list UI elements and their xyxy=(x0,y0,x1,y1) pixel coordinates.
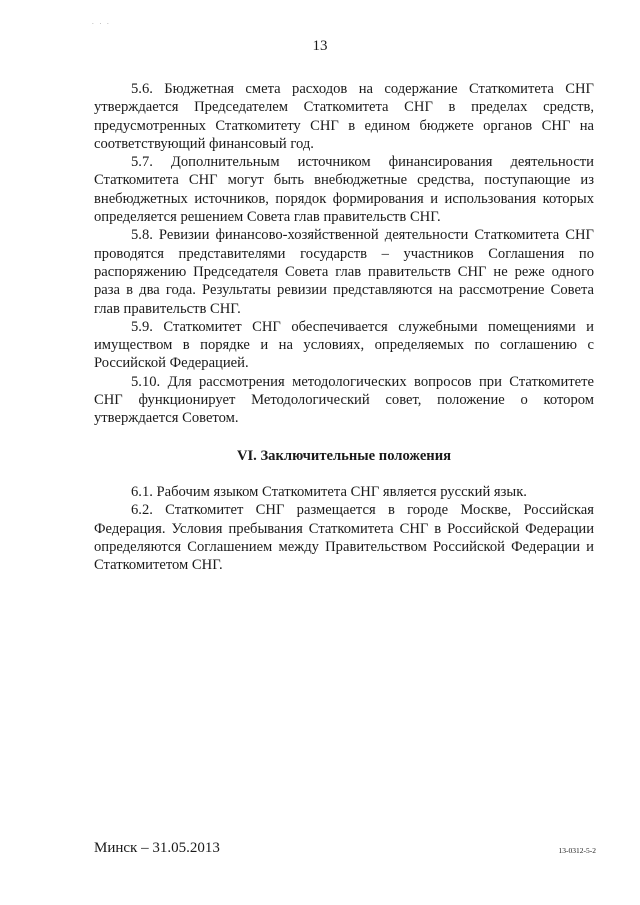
page-number: 13 xyxy=(312,38,328,54)
section-title: VI. Заключительные положения xyxy=(236,447,452,464)
footer-place-date: Минск – 31.05.2013 xyxy=(94,840,220,856)
document-body xyxy=(94,80,594,574)
paragraph-5-7: 5.7. Дополнительным источником финансирования деятельности Статкомитета СНГ могут быть внебюджетные средства, поступающие из внебюджетных источников, порядок формирования и использования которых определяется решением Совета глав правительств СНГ. xyxy=(94,154,594,226)
paragraph-6-2: 6.2. Статкомитет СНГ размещается в городе Москве, Российская Федерация. Условия пребывания Статкомитета СНГ в Российской Федерации определяются Соглашением между Правительством Российской Федерации и Статкомитетом СНГ. xyxy=(94,502,594,574)
footer-doc-code: 13-0312-5-2 xyxy=(558,846,596,855)
paragraph-5-10: 5.10. Для рассмотрения методологических вопросов при Статкомитете СНГ функционирует Методологический совет, положение о котором утверждается Советом. xyxy=(94,373,594,427)
paragraph-5-9: 5.9. Статкомитет СНГ обеспечивается служебными помещениями и имуществом в порядке и на условиях, определяемых по соглашению с Российской Федерацией. xyxy=(94,318,594,372)
paragraph-5-8: 5.8. Ревизии финансово-хозяйственной деятельности Статкомитета СНГ проводятся представителями государств – участников Соглашения по распоряжению Председателя Совета глав правительств СНГ не реже одного раза в два года. Результаты ревизии представляются на рассмотрение Совета глав правительств СНГ. xyxy=(94,227,594,317)
section-vi-body xyxy=(94,483,594,574)
paragraph-5-6: 5.6. Бюджетная смета расходов на содержание Статкомитета СНГ утверждается Председателем Статкомитета СНГ в пределах средств, предусмотренных Статкомитету СНГ в едином бюджете органов СНГ на соответствующий финансовый год. xyxy=(94,81,594,152)
corner-mark: . . . xyxy=(92,18,111,26)
paragraph-6-1: 6.1. Рабочим языком Статкомитета СНГ является русский язык. xyxy=(131,483,527,500)
